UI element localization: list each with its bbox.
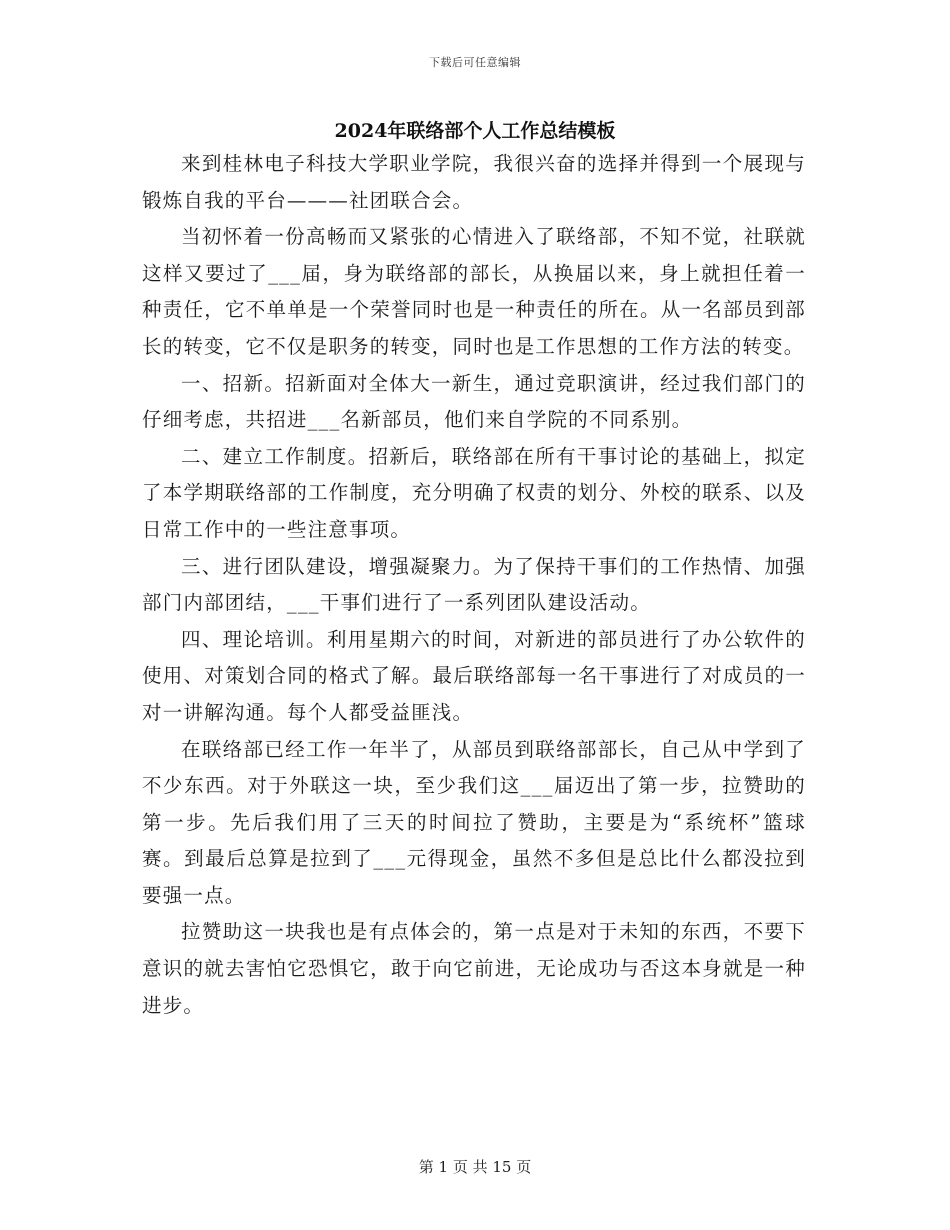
paragraph: 一、招新。招新面对全体大一新生，通过竞职演讲，经过我们部门的仔细考虑，共招进___名新部员，他们来自学院的不同系别。 bbox=[142, 371, 806, 432]
paragraph: 三、进行团队建设，增强凝聚力。为了保持干事们的工作热情、加强部门内部团结，___干事们进行了一系列团队建设活动。 bbox=[142, 554, 806, 615]
paragraph: 四、理论培训。利用星期六的时间，对新进的部员进行了办公软件的使用、对策划合同的格式了解。最后联络部每一名干事进行了对成员的一对一讲解沟通。每个人都受益匪浅。 bbox=[142, 627, 806, 724]
document-title: 2024年联络部个人工作总结模板 bbox=[334, 120, 616, 142]
paragraph: 在联络部已经工作一年半了，从部员到联络部部长，自己从中学到了不少东西。对于外联这一块，至少我们这___届迈出了第一步，拉赞助的第一步。先后我们用了三天的时间拉了赞助，主要是为“系统杯”篮球赛。到最后总算是拉到了___元得现金，虽然不多但是总比什么都没拉到要强一点。 bbox=[142, 737, 806, 907]
page-number-footer: 第 1 页 共 15 页 bbox=[418, 1158, 532, 1176]
paragraph: 当初怀着一份高畅而又紧张的心情进入了联络部，不知不觉，社联就这样又要过了___届，身为联络部的部长，从换届以来，身上就担任着一种责任，它不单单是一个荣誉同时也是一种责任的所在。从一名部员到部长的转变，它不仅是职务的转变，同时也是工作思想的工作方法的转变。 bbox=[142, 225, 806, 358]
paragraph: 来到桂林电子科技大学职业学院，我很兴奋的选择并得到一个展现与锻炼自我的平台———社团联合会。 bbox=[142, 152, 806, 212]
paragraph: 二、建立工作制度。招新后，联络部在所有干事讨论的基础上，拟定了本学期联络部的工作制度，充分明确了权责的划分、外校的联系、以及日常工作中的一些注意事项。 bbox=[142, 444, 806, 541]
document-body bbox=[142, 146, 806, 1024]
paragraph: 拉赞助这一块我也是有点体会的，第一点是对于未知的东西，不要下意识的就去害怕它恐惧它，敢于向它前进，无论成功与否这本身就是一种进步。 bbox=[142, 920, 806, 1017]
header-note: 下载后可任意编辑 bbox=[429, 56, 521, 69]
